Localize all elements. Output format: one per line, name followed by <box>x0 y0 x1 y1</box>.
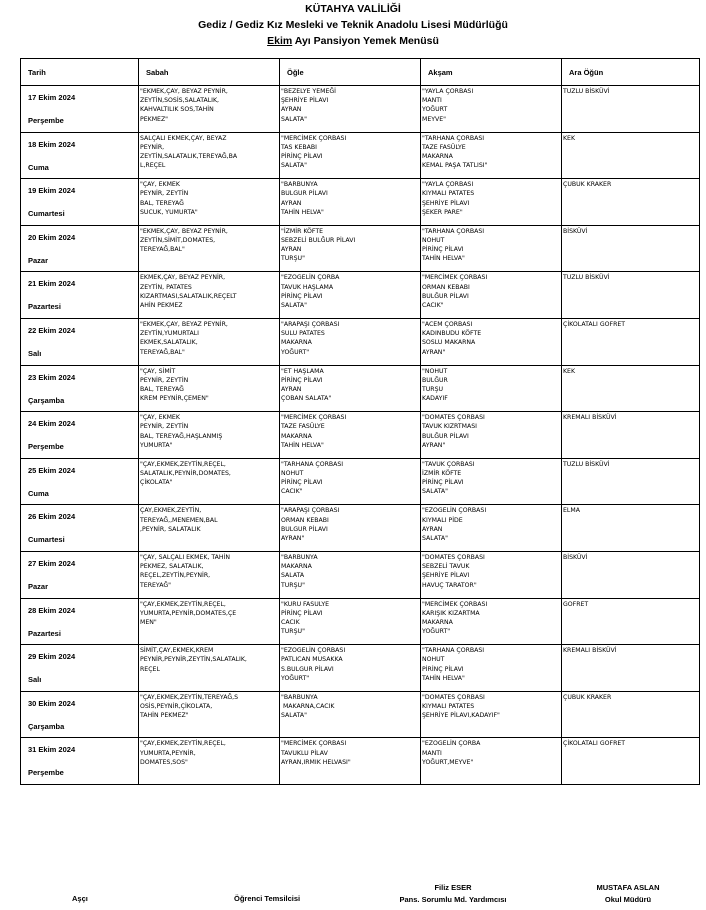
meal-text-ogle: "EZOGELİN ÇORBASI PATLICAN MUSAKKA S.BULGUR PİLAVI YOĞURT" <box>281 647 346 682</box>
governorship-title: KÜTAHYA VALİLİĞİ <box>305 3 401 15</box>
cell-sabah <box>139 272 280 319</box>
meal-text-ara: BİSKÜVİ <box>563 553 588 561</box>
meal-text-ara: ÇİKOLATALI GOFRET <box>563 740 626 748</box>
cell-date <box>21 645 139 692</box>
table-row <box>21 458 700 505</box>
cell-sabah <box>139 551 280 598</box>
meal-text-sabah: "ÇAY, SİMİT PEYNİR, ZEYTİN BAL, TEREYAĞ KREM PEYNİR,ÇEMEN" <box>140 367 209 403</box>
meal-text-ogle: "ET HAŞLAMA PİRİNÇ PİLAVI AYRAN ÇOBAN SALATA" <box>281 367 332 403</box>
cell-date <box>21 598 139 645</box>
meal-text-aksam: "EZOGELİN ÇORBASI KIYMALI PİDE AYRAN SALATA" <box>422 507 487 542</box>
meal-text-ogle: "BARBUNYA BULGUR PİLAVI AYRAN TAHİN HELVA" <box>281 181 328 216</box>
cell-ara <box>562 458 700 505</box>
signature-yardimci-name: Filiz ESER <box>434 883 472 892</box>
signature-mudur-yardimcisi <box>384 882 522 906</box>
cell-ara <box>562 272 700 319</box>
date-text: 23 Ekim 2024 <box>28 372 76 382</box>
meal-text-sabah: "EKMEK,ÇAY, BEYAZ PEYNİR, ZEYTİN,SİMİT,DOMATES, TEREYAĞ,BAL" <box>140 227 228 254</box>
cell-aksam <box>421 225 562 272</box>
cell-ogle <box>280 365 421 412</box>
meal-text-ogle: "MERCİMEK ÇORBASI TAS KEBABI PİRİNÇ PİLAVI SALATA" <box>281 134 347 170</box>
meal-text-ara: KEK <box>563 367 576 375</box>
meal-text-ogle: "MERCİMEK ÇORBASI TAZE FASÜLYE MAKARNA TAHİN HELVA" <box>281 414 347 449</box>
signature-ogrenci-temsilcisi: Öğrenci Temsilcisi <box>234 894 301 903</box>
cell-ogle <box>280 412 421 459</box>
cell-sabah <box>139 318 280 365</box>
cell-sabah <box>139 505 280 552</box>
signature-yardimci-title: Pans. Sorumlu Md. Yardımcısı <box>399 895 507 904</box>
cell-aksam <box>421 132 562 179</box>
cell-ogle <box>280 225 421 272</box>
weekday-text: Perşembe <box>28 442 64 452</box>
cell-ogle <box>280 179 421 226</box>
cell-sabah <box>139 458 280 505</box>
cell-aksam <box>421 318 562 365</box>
cell-ara <box>562 365 700 412</box>
meal-text-aksam: "DOMATES ÇORBASI KIYMALI PATATES ŞEHRİYE PİLAVI,KADAYIF" <box>422 693 500 720</box>
meal-text-ara: KREMALI BİSKÜVİ <box>563 647 617 655</box>
cell-date <box>21 412 139 459</box>
meal-text-sabah: EKMEK,ÇAY, BEYAZ PEYNİR, ZEYTİN, PATATES KIZARTMASI,SALATALIK,REÇELT AHİN PEKMEZ <box>140 274 237 309</box>
cell-ogle <box>280 86 421 133</box>
cell-date <box>21 132 139 179</box>
meal-text-sabah: "EKMEK,ÇAY, BEYAZ PEYNİR, ZEYTİN,YUMURTALI EKMEK,SALATALIK, TEREYAĞ,BAL" <box>140 320 228 356</box>
meal-text-ogle: "TARHANA ÇORBASI NOHUT PİRİNÇ PİLAVI CACIK" <box>281 460 344 496</box>
meal-text-aksam: "YAYLA ÇORBASI KIYMALI PATATES ŞEHRİYE PİLAVI ŞEKER PARE" <box>422 181 475 216</box>
menu-title <box>0 34 706 48</box>
cell-date <box>21 272 139 319</box>
cell-aksam <box>421 598 562 645</box>
date-text: 22 Ekim 2024 <box>28 325 76 335</box>
cell-ara <box>562 318 700 365</box>
meal-text-ara: ÇİKOLATALI GOFRET <box>563 320 626 328</box>
meal-text-sabah: "ÇAY,EKMEK,ZEYTİN,REÇEL, YUMURTA,PEYNİR,DOMATES,ÇE MEN" <box>140 600 237 626</box>
weekday-text: Pazartesi <box>28 302 61 312</box>
weekday-text: Pazar <box>28 255 49 265</box>
date-text: 30 Ekim 2024 <box>28 698 76 708</box>
meal-text-aksam: "MERCİMEK ÇORBASI ORMAN KEBABI BULĞUR PİLAVI CACIK" <box>422 274 488 309</box>
cell-date <box>21 458 139 505</box>
cell-date <box>21 691 139 738</box>
meal-text-ara: TUZLU BİSKÜVİ <box>563 88 610 95</box>
meal-text-sabah: "ÇAY,EKMEK,ZEYTİN,TEREYAĞ,S OSİS,PEYNİR,ÇİKOLATA, TAHİN PEKMEZ" <box>140 693 239 720</box>
table-row <box>21 551 700 598</box>
date-text: 18 Ekim 2024 <box>28 139 76 149</box>
cell-date <box>21 225 139 272</box>
cell-aksam <box>421 551 562 598</box>
date-text: 28 Ekim 2024 <box>28 605 76 615</box>
meal-text-sabah: SALÇALI EKMEK,ÇAY, BEYAZ PEYNİR, ZEYTİN,SALATALIK,TEREYAĞ,BA L,REÇEL <box>140 134 238 170</box>
date-text: 24 Ekim 2024 <box>28 419 76 429</box>
signature-mudur-name: MUSTAFA ASLAN <box>596 883 660 892</box>
table-row <box>21 132 700 179</box>
date-text: 31 Ekim 2024 <box>28 745 76 755</box>
col-header-aksam: Akşam <box>421 59 562 86</box>
cell-aksam <box>421 738 562 785</box>
meal-text-ara: BİSKÜVİ <box>563 227 588 235</box>
meal-text-ogle: "BARBUNYA MAKARNA SALATA TURŞU" <box>281 553 318 589</box>
table-row <box>21 179 700 226</box>
cell-sabah <box>139 412 280 459</box>
cell-ogle <box>280 458 421 505</box>
cell-aksam <box>421 691 562 738</box>
cell-date <box>21 86 139 133</box>
meal-text-sabah: "ÇAY, EKMEK PEYNİR, ZEYTİN BAL, TEREYAĞ,HAŞLANMIŞ YUMURTA" <box>140 414 223 449</box>
meal-text-sabah: ÇAY,EKMEK,ZEYTİN, TEREYAĞ,,MENEMEN,BAL ,PEYNİR, SALATALIK <box>140 507 218 533</box>
col-header-tarih: Tarih <box>21 59 139 86</box>
weekday-text: Çarşamba <box>28 395 65 405</box>
meal-text-ara: TUZLU BİSKÜVİ <box>563 274 610 282</box>
cell-ara <box>562 132 700 179</box>
meal-text-sabah: "ÇAY,EKMEK,ZEYTİN,REÇEL, SALATALIK,PEYNİR,DOMATES, ÇİKOLATA" <box>140 460 231 487</box>
cell-aksam <box>421 365 562 412</box>
meal-text-ara: KEK <box>563 134 576 142</box>
meal-text-ara: ÇUBUK KRAKER <box>563 181 612 189</box>
meal-text-aksam: "TARHANA ÇORBASI NOHUT PİRİNÇ PİLAVI TAHİN HELVA" <box>422 227 485 263</box>
weekday-text: Perşembe <box>28 116 64 125</box>
cell-aksam <box>421 458 562 505</box>
date-text: 29 Ekim 2024 <box>28 652 76 662</box>
meal-text-ara: GOFRET <box>563 600 589 608</box>
school-title: Gediz / Gediz Kız Mesleki ve Teknik Anadolu Lisesi Müdürlüğü <box>198 19 508 31</box>
date-text: 19 Ekim 2024 <box>28 186 76 196</box>
meal-text-sabah: "ÇAY,EKMEK,ZEYTİN,REÇEL, YUMURTA,PEYNİR, DOMATES,SOS" <box>140 740 226 766</box>
weekday-text: Cuma <box>28 162 49 172</box>
cell-ogle <box>280 645 421 692</box>
cell-ogle <box>280 738 421 785</box>
table-header-row <box>21 59 700 86</box>
cell-sabah <box>139 691 280 738</box>
cell-sabah <box>139 738 280 785</box>
cell-sabah <box>139 86 280 133</box>
table-row <box>21 412 700 459</box>
cell-ogle <box>280 551 421 598</box>
weekday-text: Çarşamba <box>28 721 65 731</box>
weekday-text: Cumartesi <box>28 209 65 219</box>
table-row <box>21 225 700 272</box>
cell-ara <box>562 645 700 692</box>
cell-sabah <box>139 132 280 179</box>
meal-text-sabah: "ÇAY, SALÇALI EKMEK, TAHİN PEKMEZ, SALATALIK, REÇEL,ZEYTİN,PEYNİR, TEREYAĞ" <box>140 553 230 589</box>
meal-text-sabah: "ÇAY, EKMEK PEYNİR, ZEYTİN BAL, TEREYAĞ SUCUK, YUMURTA" <box>140 181 198 216</box>
meal-text-aksam: "ACEM ÇORBASI KADINBUDU KÖFTE SOSLU MAKARNA AYRAN" <box>422 320 482 356</box>
weekday-text: Cuma <box>28 488 49 498</box>
cell-ara <box>562 691 700 738</box>
cell-date <box>21 318 139 365</box>
cell-ogle <box>280 132 421 179</box>
signature-mudur-title: Okul Müdürü <box>604 895 652 904</box>
meal-text-ogle: "ARAPAŞI ÇORBASI SULU PATATES MAKARNA YOĞURT" <box>281 320 340 356</box>
cell-sabah <box>139 598 280 645</box>
date-text: 25 Ekim 2024 <box>28 465 76 475</box>
table-row <box>21 645 700 692</box>
meal-text-ogle: "ARAPAŞI ÇORBASI ORMAN KEBABI BULGUR PİLAVI AYRAN" <box>281 507 340 542</box>
cell-ara <box>562 738 700 785</box>
meal-text-ara: TUZLU BİSKÜVİ <box>563 460 610 468</box>
cell-date <box>21 505 139 552</box>
meal-text-aksam: "TARHANA ÇORBASI TAZE FASÜLYE MAKARNA KEMAL PAŞA TATLISI" <box>422 134 488 170</box>
table-row <box>21 86 700 133</box>
weekday-text: Perşembe <box>28 768 64 778</box>
cell-ara <box>562 505 700 552</box>
cell-sabah <box>139 225 280 272</box>
document-header <box>0 2 706 48</box>
cell-sabah <box>139 179 280 226</box>
cell-ogle <box>280 598 421 645</box>
menu-title-rest: Ayı Pansiyon Yemek Menüsü <box>292 35 439 47</box>
meal-text-aksam: "DOMATES ÇORBASI TAVUK KIZRTMASI BULĞUR PİLAVI AYRAN" <box>422 414 485 449</box>
signature-asci: Aşçı <box>72 894 88 903</box>
cell-date <box>21 738 139 785</box>
cell-ogle <box>280 691 421 738</box>
cell-ara <box>562 86 700 133</box>
cell-aksam <box>421 179 562 226</box>
table-row <box>21 365 700 412</box>
meal-text-sabah: SİMİT,ÇAY,EKMEK,KREM PEYNİR,PEYNİR,ZEYTİN,SALATALIK, REÇEL <box>140 647 247 673</box>
table-row <box>21 691 700 738</box>
cell-aksam <box>421 645 562 692</box>
table-row <box>21 505 700 552</box>
weekday-text: Pazar <box>28 581 49 591</box>
cell-aksam <box>421 272 562 319</box>
date-text: 20 Ekim 2024 <box>28 232 76 242</box>
cell-ogle <box>280 272 421 319</box>
cell-date <box>21 551 139 598</box>
table-row <box>21 598 700 645</box>
cell-ara <box>562 225 700 272</box>
meal-text-aksam: "DOMATES ÇORBASI SEBZELİ TAVUK ŞEHRİYE PİLAVI HAVUÇ TARATOR" <box>422 553 485 589</box>
date-text: 27 Ekim 2024 <box>28 558 76 568</box>
cell-ogle <box>280 318 421 365</box>
weekday-text: Salı <box>28 348 42 358</box>
meal-text-aksam: "YAYLA ÇORBASI MANTI YOĞURT MEYVE" <box>422 88 474 123</box>
col-header-ogle: Öğle <box>280 59 421 86</box>
date-text: 21 Ekim 2024 <box>28 279 76 289</box>
meal-text-aksam: "NOHUT BULĞUR TURŞU KADAYIF <box>422 367 448 403</box>
cell-ogle <box>280 505 421 552</box>
cell-ara <box>562 598 700 645</box>
weekday-text: Salı <box>28 675 42 685</box>
cell-date <box>21 365 139 412</box>
meal-text-ogle: "BEZELYE YEMEĞİ ŞEHRİYE PİLAVI AYRAN SALATA" <box>281 88 336 123</box>
date-text: 17 Ekim 2024 <box>28 93 76 102</box>
col-header-ara-ogun: Ara Öğün <box>562 59 700 86</box>
cell-ara <box>562 551 700 598</box>
col-header-sabah: Sabah <box>139 59 280 86</box>
menu-table <box>20 58 700 785</box>
cell-aksam <box>421 505 562 552</box>
meal-text-ogle: "KURU FASULYE PİRİNÇ PİLAVI CACIK TURŞU" <box>281 600 330 636</box>
cell-sabah <box>139 645 280 692</box>
cell-sabah <box>139 365 280 412</box>
cell-aksam <box>421 412 562 459</box>
meal-text-ara: ÇUBUK KRAKER <box>563 693 612 701</box>
meal-text-aksam: "TARHANA ÇORBASI NOHUT PİRİNÇ PİLAVI TAHİN HELVA" <box>422 647 485 682</box>
weekday-text: Pazartesi <box>28 628 61 638</box>
meal-text-ogle: "BARBUNYA MAKARNA,CACIK SALATA" <box>281 693 335 720</box>
menu-table-body <box>21 86 700 785</box>
meal-text-ogle: "EZOGELİN ÇORBA TAVUK HAŞLAMA PİRİNÇ PİLAVI SALATA" <box>281 274 340 309</box>
date-text: 26 Ekim 2024 <box>28 512 76 522</box>
signature-mudur <box>568 882 688 906</box>
meal-text-aksam: "MERCİMEK ÇORBASI KARIŞIK KIZARTMA MAKARNA YOĞURT" <box>422 600 488 636</box>
cell-ara <box>562 179 700 226</box>
cell-date <box>21 179 139 226</box>
weekday-text: Cumartesi <box>28 535 65 545</box>
meal-text-aksam: "TAVUK ÇORBASI İZMİR KÖFTE PİRİNÇ PİLAVI SALATA" <box>422 460 475 496</box>
menu-month: Ekim <box>267 35 293 47</box>
cell-ara <box>562 412 700 459</box>
meal-text-aksam: "EZOGELİN ÇORBA MANTI YOĞURT,MEYVE" <box>422 740 481 766</box>
table-row <box>21 272 700 319</box>
table-row <box>21 318 700 365</box>
cell-aksam <box>421 86 562 133</box>
table-row <box>21 738 700 785</box>
meal-text-ogle: "MERCİMEK ÇORBASI TAVUKLU PİLAV AYRAN,IRMIK HELVASI" <box>281 740 351 766</box>
meal-text-ogle: "İZMİR KÖFTE SEBZELİ BULĞUR PİLAVI AYRAN TURŞU" <box>281 227 356 263</box>
meal-text-ara: ELMA <box>563 507 580 515</box>
meal-text-sabah: "EKMEK,ÇAY, BEYAZ PEYNİR, ZEYTİN,SOSİS,SALATALIK, KAHVALTILIK SOS,TAHİN PEKMEZ" <box>140 88 228 123</box>
meal-text-ara: KREMALI BİSKÜVİ <box>563 414 617 422</box>
